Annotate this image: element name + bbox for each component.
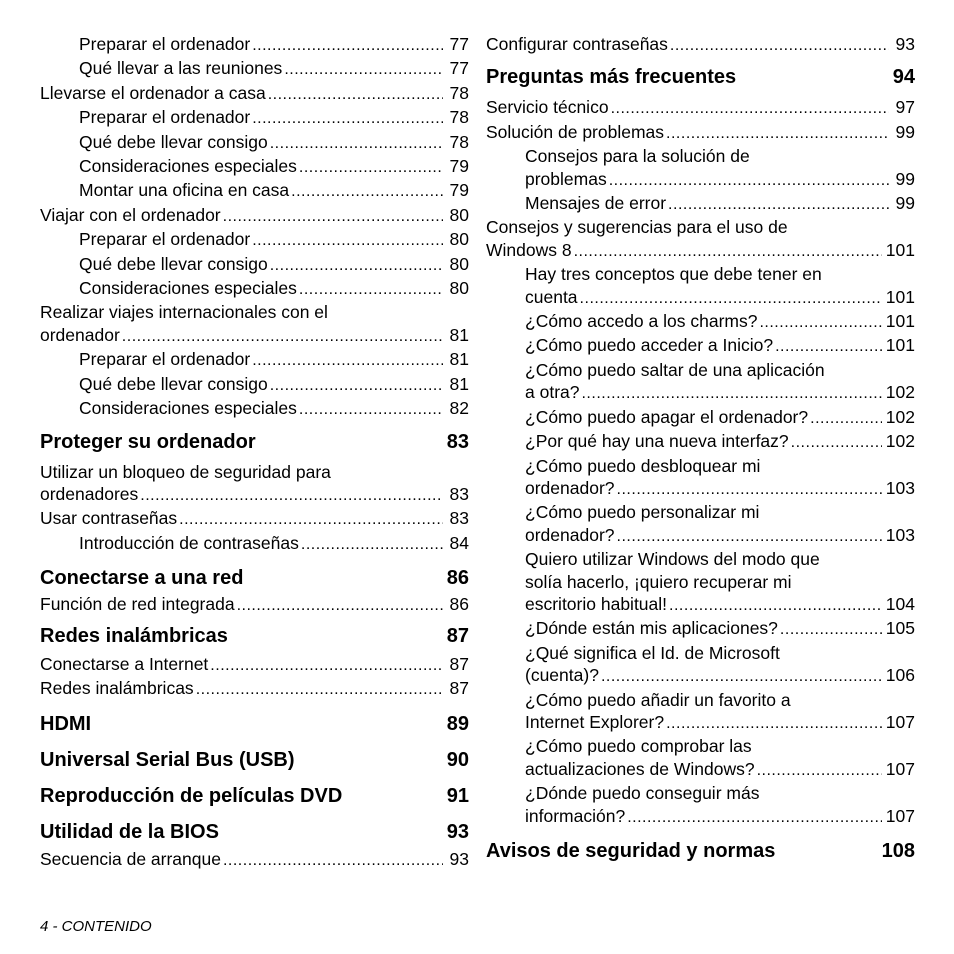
toc-entry[interactable]: Qué llevar a las reuniones ..... 77 bbox=[40, 57, 469, 81]
toc-entry-multiline[interactable]: ¿Cómo puedo comprobar las actualizaciones de Windows? ..... 107 bbox=[486, 735, 915, 782]
dot-leader bbox=[670, 33, 889, 57]
dot-leader bbox=[775, 334, 882, 358]
dot-leader bbox=[759, 310, 881, 334]
dot-leader bbox=[757, 758, 882, 782]
toc-entry[interactable]: Consideraciones especiales ..... 82 bbox=[40, 397, 469, 421]
dot-leader bbox=[780, 617, 882, 641]
toc-entry-multiline[interactable]: ¿Cómo puedo saltar de una aplicación a otra? ..... 102 bbox=[486, 359, 915, 406]
toc-entry[interactable]: ¿Por qué hay una nueva interfaz? ..... 102 bbox=[486, 430, 915, 454]
toc-entry[interactable]: ¿Cómo puedo acceder a Inicio? ..... 101 bbox=[486, 334, 915, 358]
dot-leader bbox=[268, 82, 443, 106]
toc-entry[interactable]: Preparar el ordenador ..... 78 bbox=[40, 106, 469, 130]
toc-entry[interactable]: Montar una oficina en casa ..... 79 bbox=[40, 179, 469, 203]
toc-section-inalambricas[interactable]: Redes inalámbricas 87 bbox=[40, 624, 469, 647]
dot-leader bbox=[223, 848, 443, 872]
toc-entry[interactable]: ¿Dónde están mis aplicaciones? ..... 105 bbox=[486, 617, 915, 641]
toc-entry-multiline[interactable]: Realizar viajes internacionales con el ordenador ..... 81 bbox=[40, 301, 469, 348]
toc-entry-multiline[interactable]: Quiero utilizar Windows del modo que solía hacerlo, ¡quiero recuperar mi escritorio habitual! ..... 104 bbox=[486, 548, 915, 617]
toc-entry[interactable]: ¿Cómo puedo apagar el ordenador? ..... 102 bbox=[486, 406, 915, 430]
dot-leader bbox=[669, 593, 882, 617]
toc-entry[interactable]: Preparar el ordenador ..... 81 bbox=[40, 348, 469, 372]
dot-leader bbox=[609, 168, 889, 192]
dot-leader bbox=[666, 121, 889, 145]
dot-leader bbox=[284, 57, 443, 81]
toc-section-preguntas[interactable]: Preguntas más frecuentes 94 bbox=[486, 66, 915, 89]
dot-leader bbox=[270, 373, 443, 397]
dot-leader bbox=[791, 430, 882, 454]
toc-entry[interactable]: Redes inalámbricas ..... 87 bbox=[40, 677, 469, 701]
dot-leader bbox=[580, 286, 882, 310]
dot-leader bbox=[196, 677, 443, 701]
toc-entry[interactable]: Llevarse el ordenador a casa ..... 78 bbox=[40, 82, 469, 106]
toc-entry[interactable]: Secuencia de arranque ..... 93 bbox=[40, 848, 469, 872]
dot-leader bbox=[299, 397, 443, 421]
toc-entry[interactable]: ¿Cómo accedo a los charms? ..... 101 bbox=[486, 310, 915, 334]
toc-entry[interactable]: Función de red integrada ..... 86 bbox=[40, 593, 469, 617]
toc-entry[interactable]: Consideraciones especiales ..... 79 bbox=[40, 155, 469, 179]
dot-leader bbox=[291, 179, 443, 203]
toc-entry[interactable]: Configurar contraseñas ..... 93 bbox=[486, 33, 915, 57]
toc-entry[interactable]: Conectarse a Internet ..... 87 bbox=[40, 653, 469, 677]
toc-section-conectarse[interactable]: Conectarse a una red 86 bbox=[40, 567, 469, 590]
toc-entry[interactable]: Usar contraseñas ..... 83 bbox=[40, 507, 469, 531]
dot-leader bbox=[574, 239, 882, 263]
toc-entry-multiline[interactable]: ¿Qué significa el Id. de Microsoft (cuenta)? ..... 106 bbox=[486, 642, 915, 689]
toc-entry-multiline[interactable]: Consejos para la solución de problemas ..... 99 bbox=[486, 145, 915, 192]
dot-leader bbox=[270, 253, 443, 277]
dot-leader bbox=[210, 653, 443, 677]
dot-leader bbox=[627, 805, 882, 829]
page-footer: 4 - CONTENIDO bbox=[40, 918, 152, 935]
dot-leader bbox=[237, 593, 443, 617]
dot-leader bbox=[270, 131, 443, 155]
dot-leader bbox=[601, 664, 882, 688]
toc-section-proteger[interactable]: Proteger su ordenador 83 bbox=[40, 430, 469, 453]
dot-leader bbox=[581, 381, 881, 405]
toc-right-column bbox=[486, 33, 915, 865]
toc-section-usb[interactable]: Universal Serial Bus (USB) 90 bbox=[40, 749, 469, 772]
toc-entry[interactable]: Solución de problemas ..... 99 bbox=[486, 121, 915, 145]
dot-leader bbox=[668, 192, 889, 216]
toc-entry[interactable]: Servicio técnico ..... 97 bbox=[486, 96, 915, 120]
dot-leader bbox=[252, 33, 443, 57]
toc-entry[interactable]: Preparar el ordenador ..... 77 bbox=[40, 33, 469, 57]
toc-entry-multiline[interactable]: ¿Dónde puedo conseguir más información? ..... 107 bbox=[486, 782, 915, 829]
toc-entry[interactable]: Viajar con el ordenador ..... 80 bbox=[40, 204, 469, 228]
toc-section-hdmi[interactable]: HDMI 89 bbox=[40, 713, 469, 736]
toc-entry-multiline[interactable]: Consejos y sugerencias para el uso de Windows 8 ..... 101 bbox=[486, 216, 915, 263]
toc-entry-multiline[interactable]: ¿Cómo puedo personalizar mi ordenador? ..... 103 bbox=[486, 501, 915, 548]
dot-leader bbox=[140, 483, 443, 507]
toc-section-avisos[interactable]: Avisos de seguridad y normas 108 bbox=[486, 840, 915, 862]
dot-leader bbox=[252, 348, 443, 372]
toc-entry[interactable]: Mensajes de error ..... 99 bbox=[486, 192, 915, 216]
toc-entry[interactable]: Qué debe llevar consigo ..... 80 bbox=[40, 253, 469, 277]
dot-leader bbox=[611, 96, 889, 120]
toc-entry[interactable]: Preparar el ordenador ..... 80 bbox=[40, 228, 469, 252]
toc-entry[interactable]: Introducción de contraseñas ..... 84 bbox=[40, 532, 469, 556]
dot-leader bbox=[299, 277, 443, 301]
dot-leader bbox=[666, 711, 882, 735]
toc-entry-multiline[interactable]: Utilizar un bloqueo de seguridad para ordenadores ..... 83 bbox=[40, 461, 469, 508]
toc-entry[interactable]: Qué debe llevar consigo ..... 78 bbox=[40, 131, 469, 155]
dot-leader bbox=[252, 106, 443, 130]
dot-leader bbox=[617, 524, 882, 548]
toc-entry-multiline[interactable]: ¿Cómo puedo desbloquear mi ordenador? ..... 103 bbox=[486, 455, 915, 502]
toc-entry[interactable]: Consideraciones especiales ..... 80 bbox=[40, 277, 469, 301]
toc-entry-multiline[interactable]: Hay tres conceptos que debe tener en cuenta ..... 101 bbox=[486, 263, 915, 310]
dot-leader bbox=[617, 477, 882, 501]
dot-leader bbox=[223, 204, 443, 228]
dot-leader bbox=[810, 406, 882, 430]
dot-leader bbox=[301, 532, 443, 556]
toc-left-column bbox=[40, 33, 469, 873]
toc-section-dvd[interactable]: Reproducción de películas DVD 91 bbox=[40, 785, 469, 808]
toc-entry[interactable]: Qué debe llevar consigo ..... 81 bbox=[40, 373, 469, 397]
dot-leader bbox=[299, 155, 443, 179]
dot-leader bbox=[252, 228, 443, 252]
dot-leader bbox=[122, 324, 443, 348]
dot-leader bbox=[179, 507, 443, 531]
toc-entry-multiline[interactable]: ¿Cómo puedo añadir un favorito a Internet Explorer? ..... 107 bbox=[486, 689, 915, 736]
toc-section-bios[interactable]: Utilidad de la BIOS 93 bbox=[40, 821, 469, 844]
